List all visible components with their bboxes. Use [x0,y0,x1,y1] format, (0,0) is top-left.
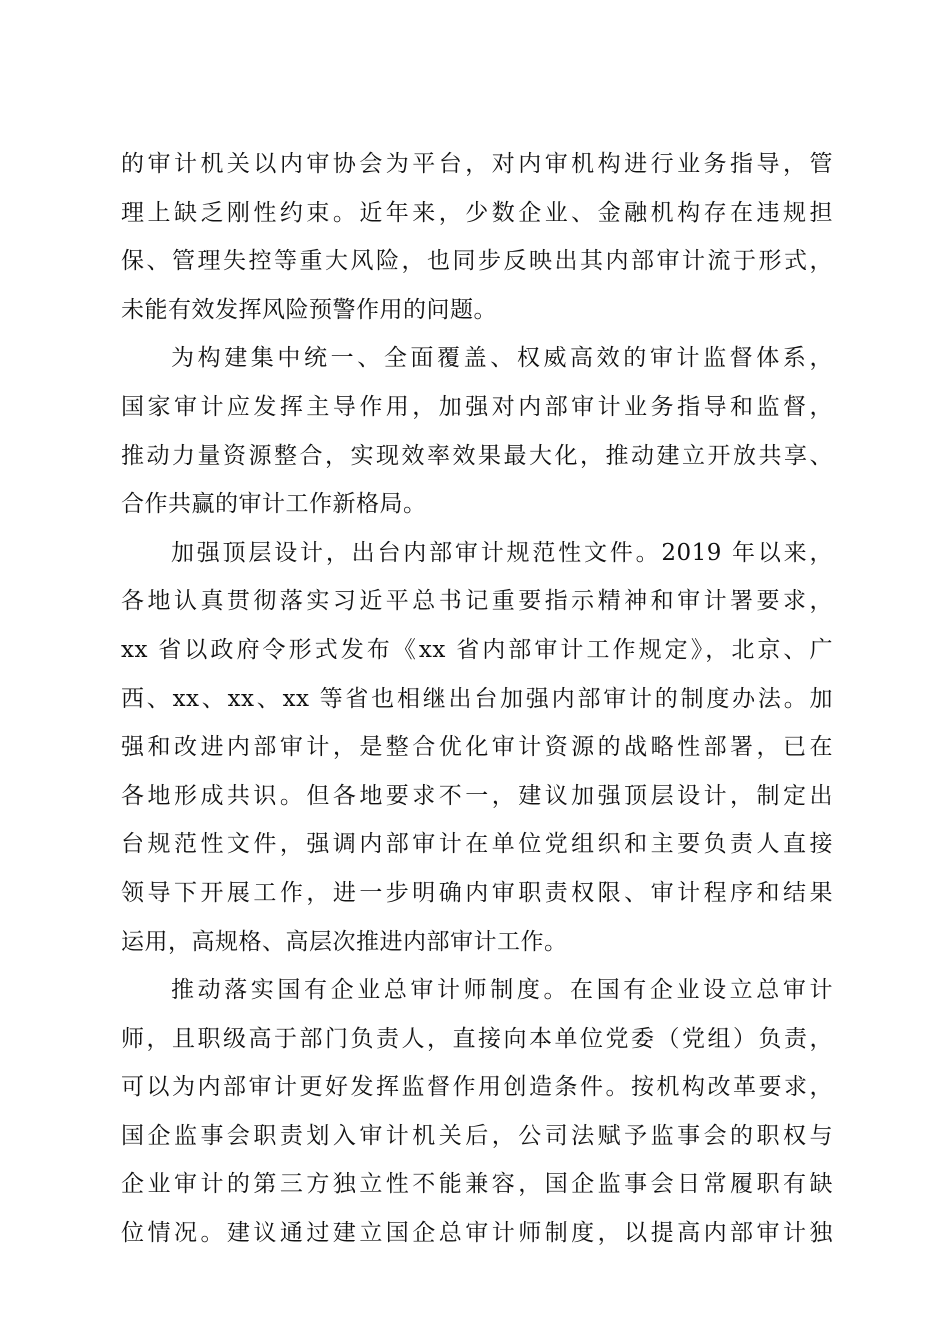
text-line: xx 省以政府令形式发布《xx 省内部审计工作规定》，北京、广 [121,636,833,663]
text-line: 强和改进内部审计，是整合优化审计资源的战略性部署，已在 [121,734,833,761]
text-line: 位情况。建议通过建立国企总审计师制度，以提高内部审计独 [121,1220,833,1247]
text-line: 各地认真贯彻落实习近平总书记重要指示精神和审计署要求， [121,588,833,615]
text-line: 未能有效发挥风险预警作用的问题。 [121,296,497,323]
text-line: 企业审计的第三方独立性不能兼容，国企监事会日常履职有缺 [121,1171,833,1198]
document-body [121,140,833,1258]
text-line: 领导下开展工作，进一步明确内审职责权限、审计程序和结果 [121,879,833,906]
paragraph-1 [121,140,833,334]
text-line: 台规范性文件，强调内部审计在单位党组织和主要负责人直接 [121,831,833,858]
text-line: 的审计机关以内审协会为平台，对内审机构进行业务指导，管 [121,151,833,177]
text-line: 师，且职级高于部门负责人，直接向本单位党委（党组）负责， [121,1025,833,1052]
text-line: 国企监事会职责划入审计机关后，公司法赋予监事会的职权与 [121,1122,833,1149]
text-line: 推动落实国有企业总审计师制度。在国有企业设立总审计 [171,977,833,1004]
text-line: 西、xx、xx、xx 等省也相继出台加强内部审计的制度办法。加 [121,685,833,712]
text-line: 理上缺乏刚性约束。近年来，少数企业、金融机构存在违规担 [121,199,833,226]
text-line: 合作共赢的审计工作新格局。 [121,491,427,518]
paragraph-3 [121,529,833,966]
text-line: 可以为内部审计更好发挥监督作用创造条件。按机构改革要求， [121,1074,833,1101]
text-line: 各地形成共识。但各地要求不一，建议加强顶层设计，制定出 [121,782,833,809]
text-line: 加强顶层设计，出台内部审计规范性文件。2019 年以来， [171,539,833,566]
text-line: 运用，高规格、高层次推进内部审计工作。 [121,928,568,955]
text-line: 推动力量资源整合，实现效率效果最大化，推动建立开放共享、 [121,442,833,469]
text-line: 为构建集中统一、全面覆盖、权威高效的审计监督体系， [171,345,833,372]
text-line: 保、管理失控等重大风险，也同步反映出其内部审计流于形式， [121,248,833,275]
text-line: 国家审计应发挥主导作用，加强对内部审计业务指导和监督， [121,393,833,420]
paragraph-4 [121,966,833,1258]
paragraph-2 [121,334,833,528]
